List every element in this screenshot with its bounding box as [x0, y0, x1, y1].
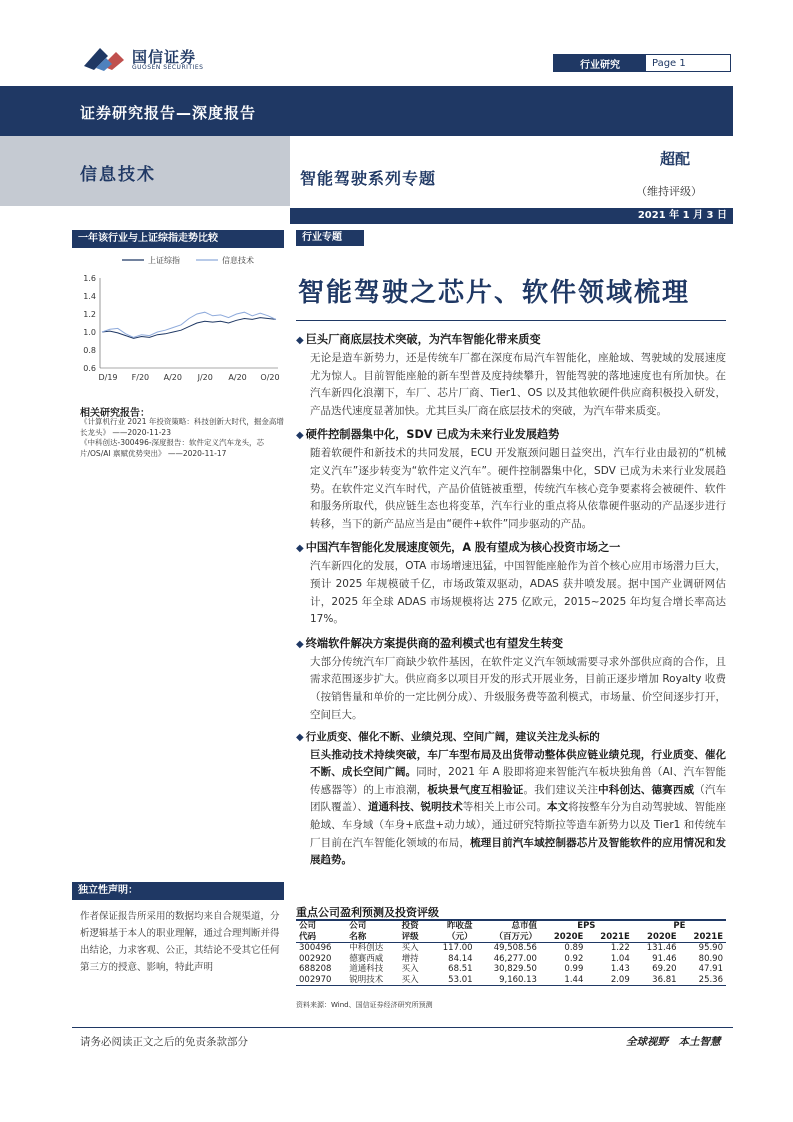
logo-text: 国信证券 — [132, 48, 197, 66]
series-line — [102, 312, 276, 337]
table-header: （元） — [429, 932, 476, 943]
table-header: 投资 — [399, 920, 429, 932]
table-source: 资料来源：Wind、国信证券经济研究所预测 — [296, 1001, 433, 1009]
table-cell: 131.46 — [646, 943, 677, 953]
table-cell: 1.22 — [610, 943, 630, 953]
table-cell: 25.36 — [680, 975, 726, 986]
bullet-section — [296, 729, 726, 870]
table-row — [296, 975, 726, 986]
bullet-head: 终端软件解决方案提供商的盈利模式也有望发生转变 — [305, 636, 564, 650]
report-date: 2021 年 1 月 3 日 — [290, 208, 733, 224]
legend-label: 上证综指 — [148, 256, 180, 265]
bullet-head: 行业质变、催化不断、业绩兑现、空间广阔，建议关注龙头标的 — [305, 731, 600, 744]
bullet-section — [296, 538, 726, 628]
table-cell: 德赛西威 — [349, 953, 384, 964]
table-cell: 300496 — [299, 943, 332, 953]
rating: 超配 — [660, 150, 691, 168]
text: 将按整车分为自动驾驶域、智能座舱域、车身域（车身+底盘+动力域），通过研究特斯拉等造车新势力以及 Tier1 和传统车厂目前在汽车智能化领域的布局， — [310, 801, 727, 849]
table-header: （百万元） — [476, 932, 540, 943]
y-tick-label: 1.2 — [83, 310, 96, 319]
main-title: 智能驾驶之芯片、软件领域梳理 — [298, 278, 691, 308]
table-row — [296, 964, 726, 975]
chart-header: 一年该行业与上证综指走势比较 — [72, 230, 284, 248]
bullet-text: 无论是造车新势力，还是传统车厂都在深度布局汽车智能化，座舱域、驾驶域的发展速度尤为惊人。目前智能座舱的新车型普及度持续攀升，智能驾驶的落地速度也有所加快。在汽车新四化浪潮下，车厂、芯片厂商、Tier1、OS 以及其他软硬件供应商积极投入研发，产品迭代速度显著加快。尤其巨头厂商在底层技术的突破，为汽车带来质变。 — [310, 352, 726, 417]
diamond-icon: ◆ — [296, 543, 304, 555]
table-header: EPS — [540, 920, 633, 932]
table-header: 昨收盘 — [429, 920, 476, 932]
x-tick-label: F/20 — [131, 373, 150, 382]
table-cell: 36.81 — [633, 975, 680, 986]
text: 同时，2021 年 A 股即将迎来智能汽车板块独角兽（AI、汽车智能传感器等）的上市浪潮， — [310, 766, 726, 796]
diamond-icon: ◆ — [296, 335, 304, 346]
table-header: 代码 — [296, 932, 346, 943]
table-header: 评级 — [399, 932, 429, 943]
report-type: 行业研究 — [554, 55, 646, 71]
footer-divider — [72, 1027, 733, 1028]
table-cell: 中科创达 — [349, 943, 384, 953]
table-cell: 1.44 — [540, 975, 586, 986]
table-cell: 95.90 — [698, 943, 723, 953]
bullet-head: 中国汽车智能化发展速度领先，A 股有望成为核心投资市场之一 — [305, 541, 621, 555]
x-tick-label: A/20 — [228, 373, 247, 382]
bullet-text: 大部分传统汽车厂商缺少软件基因，在软件定义汽车领域需要寻求外部供应商的合作，且需求范围逐步扩大。供应商多以项目开发的形式开展业务，目前正逐步增加 Royalty 收费（按销售量和单价的一定比例分成）、升级服务费等盈利模式，市场量、价空间逐步打开，空间巨大。 — [310, 655, 726, 721]
logo-english: GUOSEN SECURITIES — [132, 64, 204, 71]
bullet-section — [296, 330, 726, 420]
disclaimer-note: 请务必阅读正文之后的免责条款部分 — [80, 1036, 248, 1048]
table-cell: 80.90 — [698, 953, 723, 964]
table-cell: 002970 — [296, 975, 346, 986]
legend-label: 信息技术 — [222, 256, 254, 265]
summary-content — [296, 330, 726, 875]
x-tick-label: J/20 — [197, 373, 213, 382]
x-tick-label: A/20 — [163, 373, 182, 382]
series-name: 智能驾驶系列专题 — [300, 169, 437, 188]
table-header: 公司 — [296, 920, 346, 932]
declaration-text: 作者保证报告所采用的数据均来自合规渠道，分析逻辑基于本人的职业理解，通过合理判断并得出结论，力求客观、公正，其结论不受其它任何第三方的授意、影响，特此声明 — [80, 911, 280, 973]
bullet-section — [296, 634, 726, 724]
table-cell: 46,277.00 — [493, 953, 537, 964]
y-tick-label: 1.0 — [83, 328, 96, 337]
table-cell: 买入 — [401, 964, 419, 974]
table-header: 2020E — [540, 932, 586, 943]
table-cell: 增持 — [401, 953, 419, 964]
bold-text: 道通科技、锐明技术 — [367, 801, 463, 814]
related-item[interactable]: 《中科创达-300496-深度报告：软件定义汽车龙头，芯片/OS/AI 禀赋优势突出》 ——2020-11-17 — [80, 438, 265, 458]
table-row — [296, 943, 726, 954]
table-cell: 49,508.56 — [493, 943, 537, 953]
table-cell: 1.43 — [610, 964, 630, 974]
related-title: 相关研究报告： — [80, 408, 150, 419]
y-tick-label: 1.4 — [83, 292, 96, 301]
table-header: 名称 — [346, 932, 398, 943]
bold-text: 板块景气度互相验证 — [427, 783, 524, 796]
guosen-logo-icon — [82, 44, 126, 72]
related-list — [80, 417, 284, 459]
table-cell: 002920 — [299, 953, 332, 964]
table-title: 重点公司盈利预测及投资评级 — [296, 906, 439, 919]
band-title: 证券研究报告—深度报告 — [80, 104, 257, 122]
table-cell: 道通科技 — [349, 964, 384, 974]
table-cell: 688208 — [299, 964, 332, 974]
table-cell: 84.14 — [448, 953, 473, 964]
forecast-table — [296, 919, 726, 986]
table-header: 2021E — [586, 932, 632, 943]
industry-name: 信息技术 — [80, 165, 156, 185]
diamond-icon: ◆ — [296, 638, 304, 650]
table-cell: 91.46 — [652, 953, 677, 964]
bold-text: 巨头推动技术持续突破，车厂车型布局及出货带动整体供应链业绩兑现，行业质变、催化不断、成长空间广阔。 — [310, 748, 726, 779]
table-cell: 买入 — [401, 943, 419, 953]
bold-text: 本文 — [547, 801, 569, 814]
bold-text: 中科创达、德赛西威 — [598, 783, 695, 796]
table-cell: 117.00 — [442, 943, 473, 953]
table-cell: 0.99 — [564, 964, 584, 974]
x-tick-label: D/19 — [98, 373, 118, 382]
bullet-head: 硬件控制器集中化，SDV 已成为未来行业发展趋势 — [305, 428, 560, 442]
table-cell: 69.20 — [652, 964, 677, 974]
table-cell: 68.51 — [448, 964, 473, 974]
table-header: 2020E — [633, 932, 680, 943]
report-type-box — [553, 54, 731, 72]
table-cell: 锐明技术 — [346, 975, 398, 986]
diamond-icon: ◆ — [296, 732, 304, 744]
table-cell: 9,160.13 — [476, 975, 540, 986]
page-number: Page 1 — [652, 57, 686, 69]
bullet-text — [296, 747, 726, 870]
table-header: PE — [633, 920, 726, 932]
table-cell: 0.92 — [564, 953, 584, 964]
y-tick-label: 0.8 — [83, 346, 96, 355]
text: （汽车团队覆盖）、 — [310, 783, 727, 814]
text: 。我们建议关注 — [523, 783, 599, 796]
slogan: 全球视野 本土智慧 — [626, 1036, 721, 1048]
table-cell: 1.04 — [610, 953, 630, 964]
y-tick-label: 1.6 — [83, 274, 96, 283]
table-cell: 0.89 — [564, 943, 584, 953]
diamond-icon: ◆ — [296, 430, 304, 442]
table-header-row — [296, 920, 726, 932]
declaration-header: 独立性声明： — [72, 882, 284, 900]
rating-note: （维持评级） — [636, 185, 702, 198]
related-item[interactable]: 《计算机行业 2021 年投资策略：科技创新大时代，掘金高增长龙头》 ——2020-11-23 — [80, 417, 284, 437]
text: 等相关上市公司。 — [462, 801, 548, 814]
x-tick-label: O/20 — [260, 373, 280, 382]
topic-tag: 行业专题 — [296, 230, 364, 246]
bullet-head: 巨头厂商底层技术突破，为汽车智能化带来质变 — [305, 333, 541, 346]
table-row — [296, 954, 726, 965]
trend-chart — [70, 252, 284, 392]
title-divider — [296, 320, 726, 321]
bullet-text: 汽车新四化的发展，OTA 市场增速迅猛，中国智能座舱作为首个核心应用市场潜力巨大，预计 2025 年规模破千亿，市场政策双驱动，ADAS 获井喷发展。据中国产业调研网估计，2025 年全球 ADAS 市场规模将达 275 亿欧元，2015~2025 年均复合增长率高达 17%。 — [310, 560, 726, 626]
table-cell: 2.09 — [586, 975, 632, 986]
table-header: 总市值 — [476, 920, 540, 932]
table-header: 2021E — [680, 932, 726, 943]
y-tick-label: 0.6 — [83, 364, 96, 373]
table-cell: 47.91 — [698, 964, 723, 974]
table-header-row — [296, 932, 726, 943]
table-cell: 30,829.50 — [493, 964, 537, 974]
table-header: 公司 — [346, 920, 398, 932]
bullet-section — [296, 425, 726, 533]
bullet-text: 随着软硬件和新技术的共同发展，ECU 开发瓶颈问题日益突出，汽车行业由最初的“机械定义汽车”逐步转变为“软件定义汽车”。硬件控制器集中化，SDV 已成为未来行业发展趋势。在软件定义汽车时代，产品价值链被重塑，传统汽车核心竞争要素将会被硬件、软件和服务所取代，供应链生态也将变革，汽车行业的重点将从依靠硬件驱动的产品逐步进行转移，当下的新产品应当是由“硬件+软件”同步驱动的产品。 — [310, 447, 726, 530]
table-cell: 买入 — [399, 975, 429, 986]
bold-text: 梳理目前汽车域控制器芯片及智能软件的应用情况和发展趋势。 — [310, 836, 727, 867]
table-cell: 53.01 — [429, 975, 476, 986]
